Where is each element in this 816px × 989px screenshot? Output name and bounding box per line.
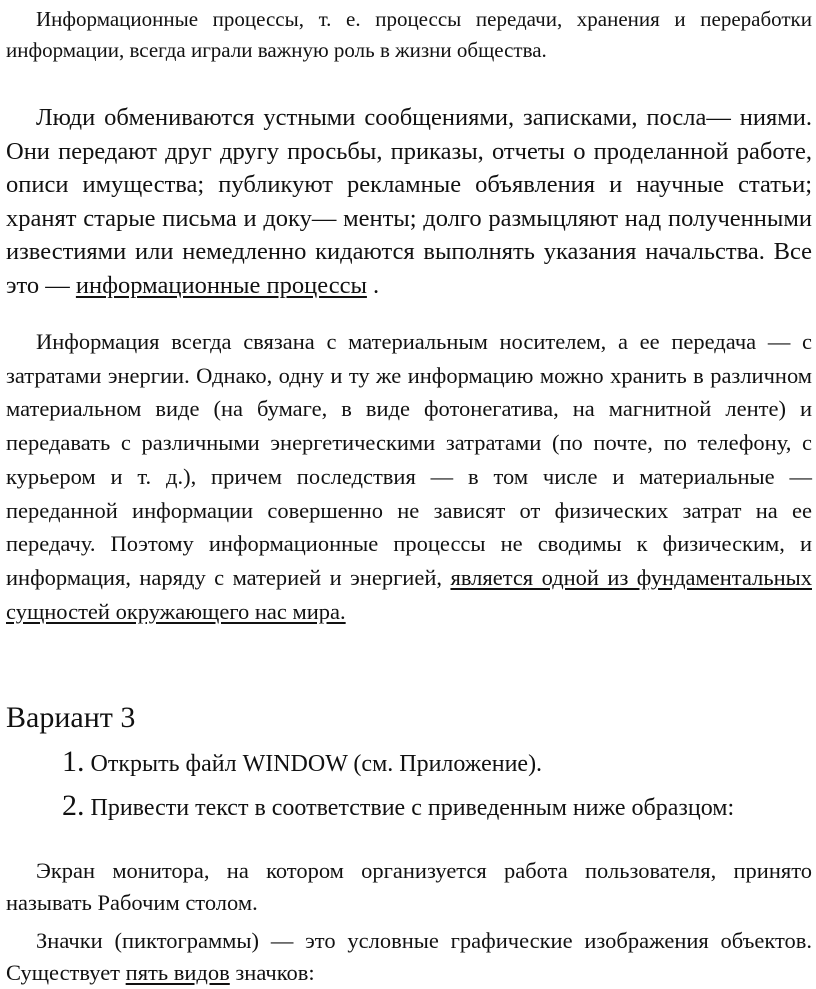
task-number: 1.: [62, 745, 85, 778]
paragraph-text: Люди обмениваются устными сообщениями, записками, посла— ниями. Они передают друг другу просьбы, приказы, отчеты о проделанной работе, описи имущества; публикуют рекламные объявления и научные статьи; хранят старые письма и доку— менты; долго размыцляют над полученными известиями или немедленно кидаются выполнять указания начальства. Все это —: [6, 104, 812, 299]
paragraph-desktop: Экран монитора, на котором организуется работа пользователя, принято называть Рабочим столом.: [6, 858, 812, 915]
task-text: Открыть файл WINDOW (см. Приложение).: [90, 751, 543, 777]
task-text: Привести текст в соответствие с приведенным ниже образцом:: [90, 795, 735, 821]
variant-heading: Вариант 3: [6, 701, 136, 734]
task-item-1: [6, 745, 812, 781]
paragraph-end: .: [373, 271, 380, 299]
underlined-count: пять видов: [125, 960, 230, 985]
task-number: 2.: [62, 789, 85, 822]
paragraph-information-processes: Информационные процессы, т. е. процессы передачи, хранения и переработки информации, всегда играли важную роль в жизни общества.: [6, 7, 812, 62]
underlined-conclusion: является одной из фундаментальных сущностей окружающего нас мира.: [6, 564, 812, 624]
paragraph-information-carrier: [6, 325, 812, 628]
task-item-2: [6, 789, 812, 825]
paragraph-icons: [6, 925, 812, 989]
underlined-term: информационные процессы: [75, 271, 367, 299]
paragraph-end: значков:: [235, 960, 315, 985]
paragraph-text: Значки (пиктограммы) — это условные графические изображения объектов. Существует: [6, 928, 812, 985]
paragraph-people-exchange: [6, 101, 812, 302]
paragraph-text: Информация всегда связана с материальным носителем, а ее передача — с затратами энергии. Однако, одну и ту же информацию можно хранить в различном материальном виде (на бумаге, в виде фотонегатива, на магнитной ленте) и передавать с различными энергетическими затратами (по почте, по телефону, с курьером и т. д.), причем последствия — в том числе и материальные — переданной информации совершенно не зависят от физических затрат на ее передачу. Поэтому информационные процессы не сводимы к физическим, и информация, наряду с материей и энергией,: [6, 329, 812, 590]
